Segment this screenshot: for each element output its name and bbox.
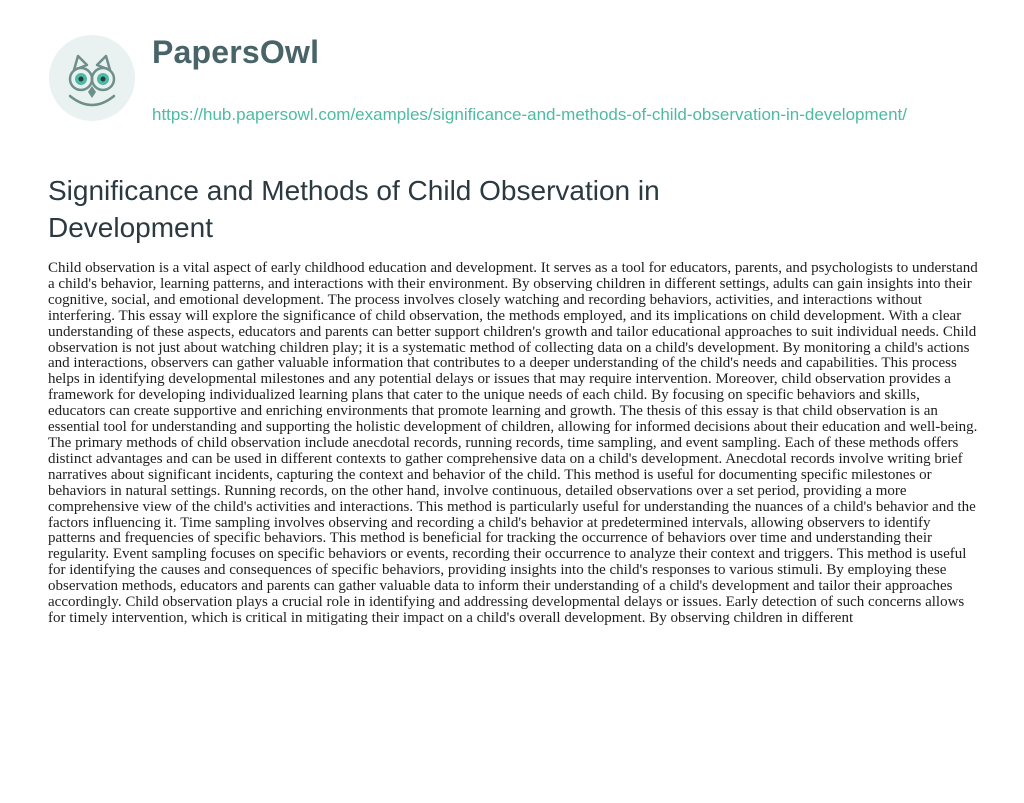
document-body: Child observation is a vital aspect of early childhood education and development. It serves as a tool for educators, parents, and psychologists to understand a child's behavior, learning patterns, and interactions with their environment. By observing children in different settings, adults can gain insights into their cognitive, social, and emotional development. The process involves closely watching and recording behaviors, activities, and interactions without interfering. This essay will explore the significance of child observation, the methods employed, and its implications on child development. With a clear understanding of these aspects, educators and parents can better support children's growth and tailor educational approaches to suit individual needs. Child observation is not just about watching children play; it is a systematic method of collecting data on a child's development. By monitoring a child's actions and interactions, observers can gather valuable information that contributes to a deeper understanding of the child's needs and capabilities. This process helps in identifying developmental milestones and any potential delays or issues that may require intervention. Moreover, child observation provides a framework for developing individualized learning plans that cater to the unique needs of each child. By focusing on specific behaviors and skills, educators can create supportive and enriching environments that promote learning and growth. The thesis of this essay is that child observation is an essential tool for understanding and supporting the holistic development of children, allowing for informed decisions about their education and well-being. The primary methods of child observation include anecdotal records, running records, time sampling, and event sampling. Each of these methods offers distinct advantages and can be used in different contexts to gather comprehensive data on a child's development. Anecdotal records involve writing brief narratives about significant incidents, capturing the context and behavior of the child. This method is useful for documenting specific milestones or behaviors in natural settings. Running records, on the other hand, involve continuous, detailed observations over a set period, providing a more comprehensive view of the child's activities and interactions. This method is particularly useful for understanding the nuances of a child's behavior and the factors influencing it. Time sampling involves observing and recording a child's behavior at predetermined intervals, allowing observers to identify patterns and frequencies of specific behaviors. This method is beneficial for tracking the occurrence of behaviors over time and understanding their regularity. Event sampling focuses on specific behaviors or events, recording their occurrence to analyze their context and triggers. This method is useful for identifying the causes and consequences of specific behaviors, providing insights into the child's responses to various stimuli. By employing these observation methods, educators and parents can gather valuable data to inform their understanding of a child's development and tailor their approaches accordingly. Child observation plays a crucial role in identifying and addressing developmental delays or issues. Early detection of such concerns allows for timely intervention, which is critical in mitigating their impact on a child's overall development. By observing children in different <box>48 260 978 626</box>
document-title: Significance and Methods of Child Observation in Development <box>48 175 660 243</box>
owl-icon <box>48 34 136 122</box>
brand-name: PapersOwl <box>152 34 320 70</box>
source-url-link[interactable]: https://hub.papersowl.com/examples/significance-and-methods-of-child-observation-in-development/ <box>152 105 907 124</box>
site-header <box>48 34 988 154</box>
owl-logo-graphic <box>48 34 136 122</box>
